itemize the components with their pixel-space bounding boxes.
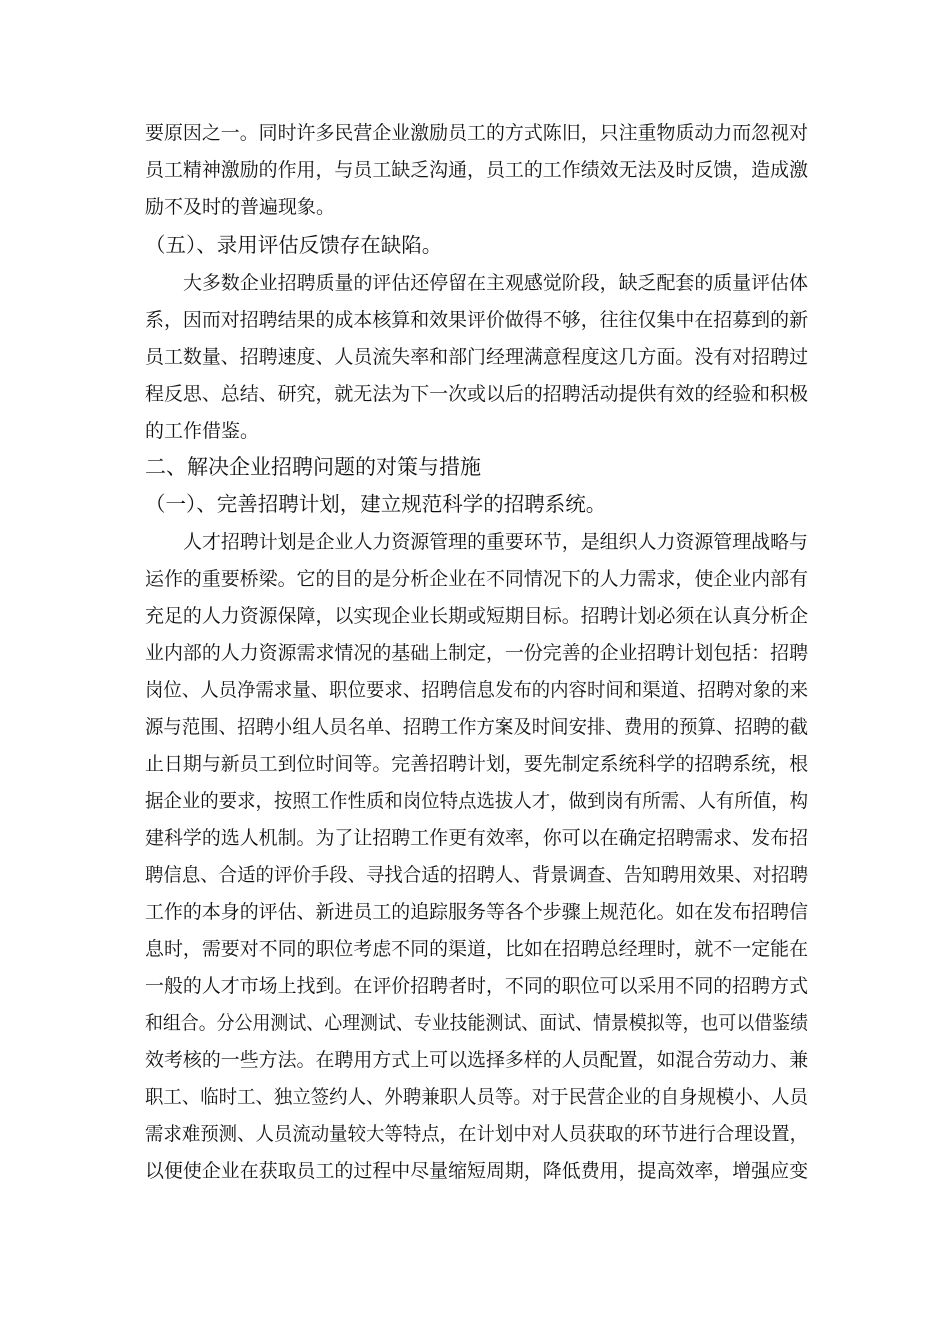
section-heading-2: 二、解决企业招聘问题的对策与措施 [145, 455, 481, 479]
paragraph-line: 源与范围、招聘小组人员名单、招聘工作方案及时间安排、费用的预算、招聘的截 [145, 716, 809, 738]
paragraph-line: 系，因而对招聘结果的成本核算和效果评价做得不够，往往仅集中在招募到的新 [145, 309, 809, 331]
paragraph-line: 和组合。分公用测试、心理测试、专业技能测试、面试、情景模拟等，也可以借鉴绩 [145, 1012, 809, 1034]
paragraph-line: 大多数企业招聘质量的评估还停留在主观感觉阶段，缺乏配套的质量评估体 [183, 272, 809, 294]
paragraph-line: 以便使企业在获取员工的过程中尽量缩短周期，降低费用，提高效率，增强应变 [145, 1160, 809, 1182]
paragraph-line: 员工数量、招聘速度、人员流失率和部门经理满意程度这几方面。没有对招聘过 [145, 346, 809, 368]
paragraph-line: 励不及时的普遍现象。 [145, 196, 336, 218]
paragraph-line: 业内部的人力资源需求情况的基础上制定，一份完善的企业招聘计划包括：招聘 [145, 642, 809, 664]
paragraph-line: 效考核的一些方法。在聘用方式上可以选择多样的人员配置，如混合劳动力、兼 [145, 1049, 809, 1071]
section-heading-5: （五）、录用评估反馈存在缺陷。 [145, 233, 443, 257]
paragraph-line: 聘信息、合适的评价手段、寻找合适的招聘人、背景调查、告知聘用效果、对招聘 [145, 864, 809, 886]
paragraph-line: 止日期与新员工到位时间等。完善招聘计划，要先制定系统科学的招聘系统，根 [145, 753, 809, 775]
paragraph-line: 建科学的选人机制。为了让招聘工作更有效率，你可以在确定招聘需求、发布招 [145, 827, 809, 849]
paragraph-line: 需求难预测、人员流动量较大等特点，在计划中对人员获取的环节进行合理设置， [145, 1123, 809, 1145]
paragraph-line: 运作的重要桥梁。它的目的是分析企业在不同情况下的人力需求，使企业内部有 [145, 568, 809, 590]
paragraph-line: 的工作借鉴。 [145, 420, 260, 442]
subsection-heading-1: （一）、完善招聘计划，建立规范科学的招聘系统。 [145, 492, 607, 516]
paragraph-line: 一般的人才市场上找到。在评价招聘者时，不同的职位可以采用不同的招聘方式 [145, 975, 809, 997]
paragraph-line: 人才招聘计划是企业人力资源管理的重要环节，是组织人力资源管理战略与 [183, 531, 809, 553]
paragraph-line: 员工精神激励的作用，与员工缺乏沟通，员工的工作绩效无法及时反馈，造成激 [145, 159, 809, 181]
paragraph-line: 职工、临时工、独立签约人、外聘兼职人员等。对于民营企业的自身规模小、人员 [145, 1086, 809, 1108]
paragraph-line: 岗位、人员净需求量、职位要求、招聘信息发布的内容时间和渠道、招聘对象的来 [145, 679, 809, 701]
paragraph-line: 工作的本身的评估、新进员工的追踪服务等各个步骤上规范化。如在发布招聘信 [145, 901, 809, 923]
paragraph-line: 息时，需要对不同的职位考虑不同的渠道，比如在招聘总经理时，就不一定能在 [145, 938, 809, 960]
paragraph-line: 程反思、总结、研究，就无法为下一次或以后的招聘活动提供有效的经验和积极 [145, 383, 809, 405]
paragraph-line: 要原因之一。同时许多民营企业激励员工的方式陈旧，只注重物质动力而忽视对 [145, 122, 809, 144]
paragraph-line: 充足的人力资源保障，以实现企业长期或短期目标。招聘计划必须在认真分析企 [145, 605, 809, 627]
paragraph-line: 据企业的要求，按照工作性质和岗位特点选拔人才，做到岗有所需、人有所值，构 [145, 790, 809, 812]
